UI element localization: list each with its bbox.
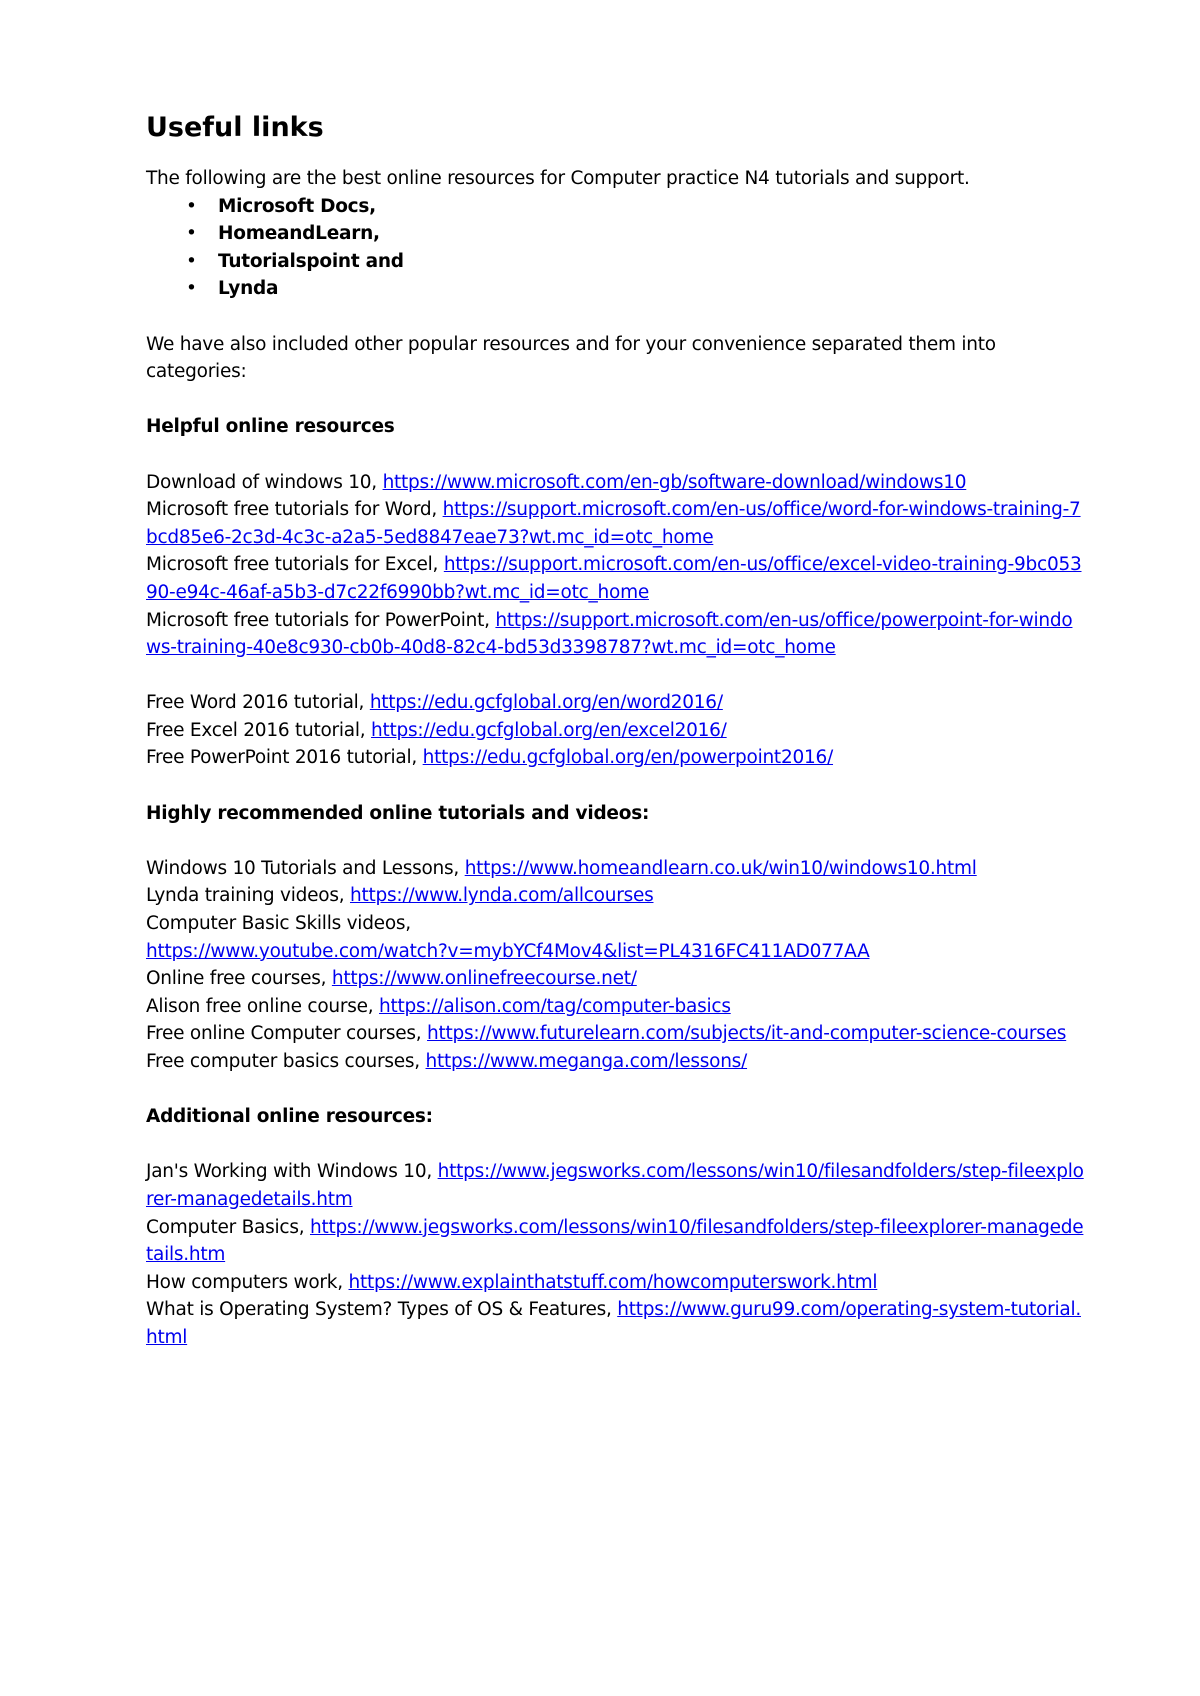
- resource-line: [146, 744, 1086, 772]
- spacer: [146, 386, 1086, 414]
- spacer: [146, 1076, 1086, 1104]
- spacer: [146, 441, 1086, 469]
- resource-line: [146, 1158, 1086, 1213]
- bullet-item: [146, 248, 1086, 276]
- bullet-item: [146, 193, 1086, 221]
- bullet-label: Microsoft Docs,: [218, 195, 376, 217]
- resource-link[interactable]: https://support.microsoft.com/en-us/office/excel-video-training-9bc05390-e94c-46af-a5b3-d7c22f6990bb?wt.mc_id=otc_home: [146, 554, 1082, 603]
- resource-label: Free computer basics courses,: [146, 1051, 426, 1072]
- resource-label: How computers work,: [146, 1271, 349, 1293]
- resource-link[interactable]: https://www.youtube.com/watch?v=mybYCf4Mov4&list=PL4316FC411AD077AA: [146, 940, 870, 962]
- resource-link[interactable]: https://edu.gcfglobal.org/en/powerpoint2016/: [422, 747, 834, 769]
- resource-line: [146, 469, 1086, 497]
- resource-label: Download of windows 10,: [146, 471, 383, 493]
- resource-link[interactable]: https://www.microsoft.com/en-gb/software-download/windows10: [382, 471, 967, 493]
- spacer: [146, 827, 1086, 855]
- resource-label: Alison free online course,: [146, 995, 380, 1017]
- resource-line: [146, 717, 1086, 745]
- bullet-icon: •: [186, 278, 197, 300]
- resource-line: [146, 965, 1086, 993]
- resource-label: Microsoft free tutorials for PowerPoint,: [146, 609, 496, 631]
- resource-line: [146, 882, 1086, 910]
- resource-line: [146, 1214, 1086, 1269]
- resource-label: Lynda training videos,: [146, 885, 350, 907]
- resource-link[interactable]: https://alison.com/tag/computer-basics: [379, 995, 731, 1017]
- resource-label: Computer Basic Skills videos,: [146, 913, 411, 935]
- resource-label: Microsoft free tutorials for Excel,: [146, 554, 444, 576]
- section-heading-helpful: Helpful online resources: [146, 416, 395, 438]
- resource-bullet-list: [146, 193, 1086, 303]
- resource-label: What is Operating System? Types of OS & Features,: [146, 1299, 618, 1321]
- resource-label: Jan's Working with Windows 10,: [146, 1161, 438, 1183]
- resource-line: [146, 689, 1086, 717]
- spacer: [146, 772, 1086, 800]
- resource-link[interactable]: https://www.jegsworks.com/lessons/win10/filesandfolders/step-fileexplorer-managedetails.htm: [146, 1161, 1084, 1210]
- resource-link[interactable]: https://www.explainthatstuff.com/howcomputerswork.html: [348, 1271, 878, 1293]
- resource-label: Microsoft free tutorials for Word,: [146, 499, 443, 521]
- resource-link[interactable]: https://support.microsoft.com/en-us/office/word-for-windows-training-7bcd85e6-2c3d-4c3c-a2a5-5ed8847eae73?wt.mc_id=otc_home: [146, 499, 1081, 548]
- resource-label: Windows 10 Tutorials and Lessons,: [146, 857, 465, 879]
- spacer: [146, 1131, 1086, 1159]
- bullet-label: Lynda: [218, 278, 279, 300]
- intro-paragraph: The following are the best online resources for Computer practice N4 tutorials and support.: [146, 168, 970, 189]
- resource-line: [146, 1020, 1086, 1048]
- spacer: [146, 146, 1086, 165]
- resource-link[interactable]: https://support.microsoft.com/en-us/office/powerpoint-for-windows-training-40e8c930-cb0b-40d8-82c4-bd53d3398787?wt.mc_id=otc_home: [146, 609, 1073, 659]
- resource-link[interactable]: https://www.guru99.com/operating-system-tutorial.html: [146, 1299, 1081, 1348]
- bullet-icon: •: [186, 250, 197, 272]
- bullet-item: [146, 220, 1086, 248]
- resource-line: [146, 1296, 1086, 1351]
- resource-line: [146, 910, 1086, 965]
- resource-line: [146, 496, 1086, 551]
- bullet-icon: •: [186, 223, 197, 245]
- resource-link[interactable]: https://www.onlinefreecourse.net/: [331, 968, 637, 990]
- resource-label: Free online Computer courses,: [146, 1023, 428, 1045]
- resource-line: [146, 993, 1086, 1021]
- section-heading-additional: Additional online resources:: [146, 1106, 433, 1128]
- resource-label: Free PowerPoint 2016 tutorial,: [146, 747, 423, 769]
- resource-link[interactable]: https://edu.gcfglobal.org/en/word2016/: [369, 692, 723, 714]
- resource-link[interactable]: https://www.jegsworks.com/lessons/win10/filesandfolders/step-fileexplorer-managedetails.htm: [146, 1216, 1084, 1266]
- resource-label: Online free courses,: [146, 968, 332, 990]
- bullet-icon: •: [186, 195, 197, 217]
- resource-link[interactable]: https://www.homeandlearn.co.uk/win10/windows10.html: [464, 857, 977, 879]
- resource-line: [146, 1048, 1086, 1076]
- resource-label: Free Word 2016 tutorial,: [146, 692, 370, 714]
- resource-link[interactable]: https://www.meganga.com/lessons/: [425, 1051, 748, 1072]
- bullet-item: [146, 275, 1086, 303]
- resource-line: [146, 855, 1086, 883]
- resource-line: [146, 607, 1086, 662]
- resource-label: Computer Basics,: [146, 1216, 310, 1238]
- categories-paragraph: We have also included other popular resources and for your convenience separated them into categories:: [146, 333, 996, 383]
- bullet-label: HomeandLearn,: [218, 223, 380, 245]
- section-heading-recommended: Highly recommended online tutorials and videos:: [146, 802, 650, 824]
- page-title: Useful links: [146, 112, 324, 143]
- resource-line: [146, 1269, 1086, 1297]
- resource-label: Free Excel 2016 tutorial,: [146, 719, 372, 741]
- resource-line: [146, 551, 1086, 606]
- bullet-label: Tutorialspoint and: [218, 250, 404, 272]
- resource-link[interactable]: https://www.futurelearn.com/subjects/it-and-computer-science-courses: [427, 1023, 1067, 1045]
- spacer: [146, 303, 1086, 331]
- document-page: [146, 110, 1086, 1352]
- resource-link[interactable]: https://www.lynda.com/allcourses: [349, 885, 654, 907]
- spacer: [146, 662, 1086, 690]
- resource-link[interactable]: https://edu.gcfglobal.org/en/excel2016/: [371, 719, 727, 741]
